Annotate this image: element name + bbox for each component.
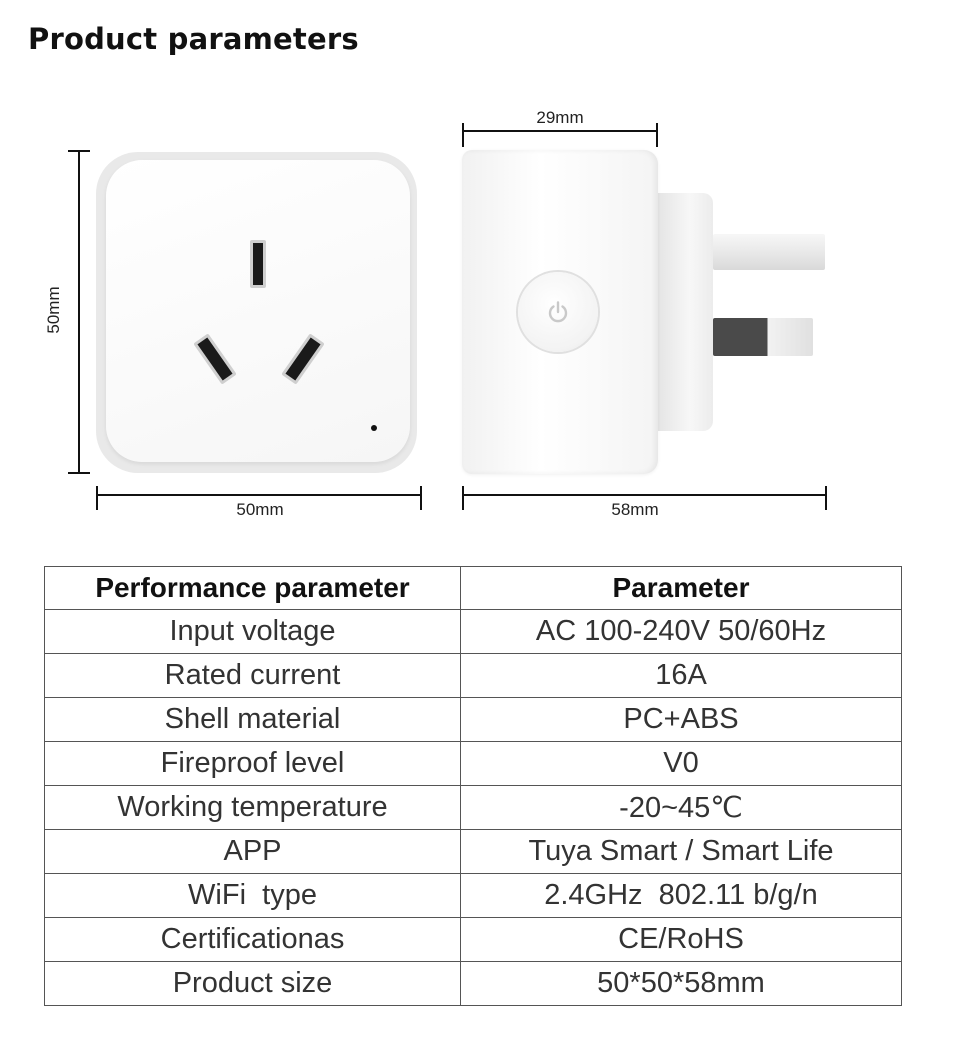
page-title: Product parameters [28, 22, 359, 56]
column-header-parameter: Parameter [461, 567, 902, 610]
row-value: PC+ABS [461, 698, 902, 742]
row-label: Certificationas [45, 918, 461, 962]
table-row [45, 742, 902, 786]
table-header-row [45, 567, 902, 610]
row-label: Product size [45, 962, 461, 1006]
row-label: Rated current [45, 654, 461, 698]
row-value: -20~45℃ [461, 786, 902, 830]
plug-rear-housing [655, 193, 713, 431]
depth-top-cap-right [656, 123, 658, 147]
row-value: 50*50*58mm [461, 962, 902, 1006]
depth-top-cap-left [462, 123, 464, 147]
table-row [45, 654, 902, 698]
socket-slot-top [250, 240, 266, 288]
row-label: Shell material [45, 698, 461, 742]
power-button[interactable] [518, 272, 598, 352]
row-label: Working temperature [45, 786, 461, 830]
height-dimension-label: 50mm [44, 286, 63, 334]
row-value: 2.4GHz 802.11 b/g/n [461, 874, 902, 918]
socket-slot-right [281, 333, 324, 384]
height-dimension-cap-bottom [68, 472, 90, 474]
row-label: APP [45, 830, 461, 874]
spec-table [44, 566, 902, 1006]
table-row [45, 698, 902, 742]
row-value: AC 100-240V 50/60Hz [461, 610, 902, 654]
depth-top-dimension-line [463, 130, 657, 132]
row-value: 16A [461, 654, 902, 698]
power-icon [545, 299, 571, 325]
width-dimension-cap-left [96, 486, 98, 510]
column-header-performance: Performance parameter [45, 567, 461, 610]
row-value: CE/RoHS [461, 918, 902, 962]
depth-total-cap-right [825, 486, 827, 510]
status-led [371, 425, 377, 431]
width-dimension-cap-right [420, 486, 422, 510]
plug-prong-bottom [713, 318, 813, 356]
depth-top-dimension-label: 29mm [536, 108, 584, 127]
table-row [45, 830, 902, 874]
row-value: Tuya Smart / Smart Life [461, 830, 902, 874]
table-row [45, 786, 902, 830]
width-dimension-line [97, 494, 421, 496]
height-dimension-line [78, 150, 80, 474]
width-dimension-label: 50mm [236, 500, 284, 519]
height-dimension-cap-top [68, 150, 90, 152]
plug-prong-top [713, 234, 825, 270]
table-row [45, 962, 902, 1006]
depth-total-cap-left [462, 486, 464, 510]
table-row [45, 874, 902, 918]
row-value: V0 [461, 742, 902, 786]
row-label: Input voltage [45, 610, 461, 654]
row-label: Fireproof level [45, 742, 461, 786]
table-row [45, 918, 902, 962]
socket-slot-left [193, 333, 236, 384]
table-row [45, 610, 902, 654]
row-label: WiFi type [45, 874, 461, 918]
socket-front-face [106, 160, 410, 462]
depth-total-dimension-label: 58mm [611, 500, 659, 519]
depth-total-dimension-line [463, 494, 827, 496]
